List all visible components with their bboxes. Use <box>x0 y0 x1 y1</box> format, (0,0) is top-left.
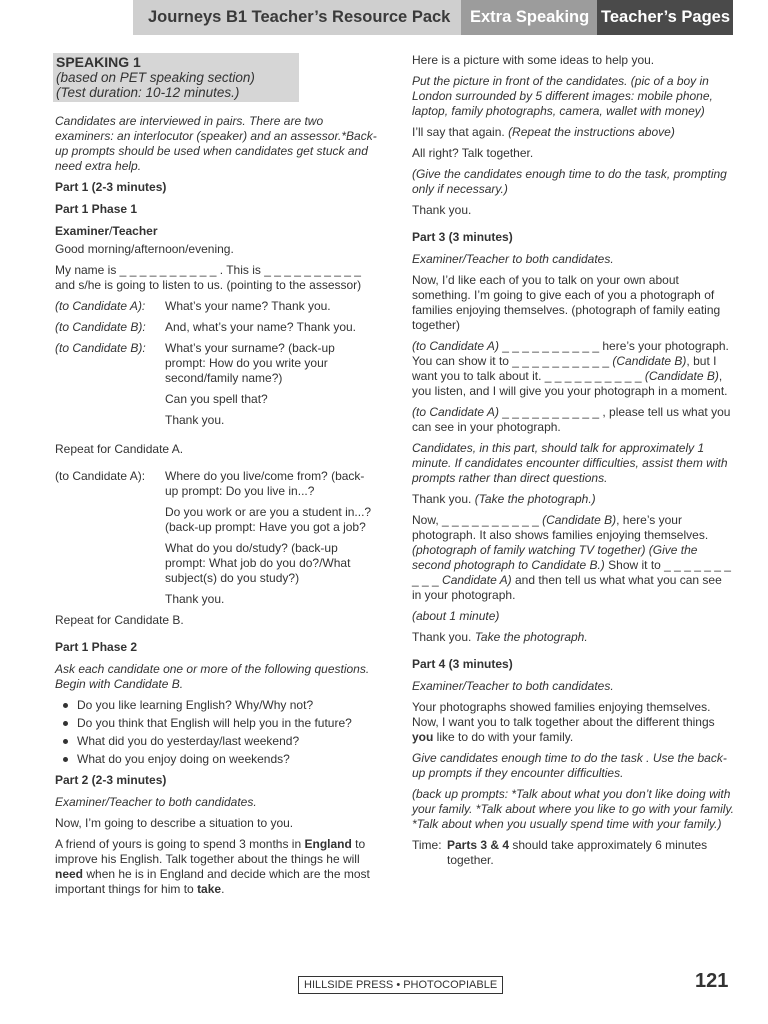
phase2-instructions: Ask each candidate one or more of the following questions. Begin with Candidate B. <box>55 662 370 691</box>
speaking-title: SPEAKING 1 <box>56 54 141 70</box>
situation-text: . <box>221 882 225 896</box>
time-text <box>447 838 734 868</box>
part2-heading: Part 2 (2-3 minutes) <box>55 773 167 787</box>
script-text: , but I want you to talk about it. _ _ _ _ _ _ _ _ _ _ <box>412 354 717 383</box>
give-time: (Give the candidates enough time to do the task, prompting only if necessary.) <box>412 167 727 196</box>
examiner-heading <box>55 224 377 239</box>
situation-text: A friend of yours is going to spend 3 months in <box>55 837 305 851</box>
row-text: Where do you live/come from? (back-up prompt: Do you live in...? <box>165 469 365 498</box>
about-minute: (about 1 minute) <box>412 609 500 623</box>
stage-direction: (Candidate B) <box>612 354 687 368</box>
list-item: What did you do yesterday/last weekend? <box>55 734 377 749</box>
question-list <box>55 698 377 767</box>
all-right: All right? Talk together. <box>412 146 534 160</box>
part3-intro: Now, I’d like each of you to talk on your own about something. I’m going to give each of you a photograph of families enjoying themselves. (photograph of family eating together) <box>412 273 721 332</box>
part3-end <box>412 630 734 645</box>
script-text: , here’s your photograph. It also shows families enjoying themselves. <box>412 513 709 542</box>
greeting: Good morning/afternoon/evening. <box>55 242 234 256</box>
situation-text: to improve his English. Talk together about the things he will <box>55 837 366 866</box>
friend-situation <box>55 837 377 897</box>
study-question: What do you do/study? (back-up prompt: What job do you do?/What subject(s) do you study?) <box>165 541 351 585</box>
row-label: (to Candidate A): <box>55 469 146 483</box>
part2-examiner: Examiner/Teacher to both candidates. <box>55 795 257 809</box>
stage-direction: (to Candidate A) <box>412 405 499 419</box>
speaking-duration: (Test duration: 10-12 minutes.) <box>56 85 240 100</box>
script-text: and then tell us what what you can see in your photograph. <box>412 573 722 602</box>
script-text: _ _ _ _ _ _ _ _ _ _ , please tell us what you can see in your photograph. <box>412 405 731 434</box>
stage-direction: Candidate A) <box>442 573 512 587</box>
say-again-note: (Repeat the instructions above) <box>508 125 675 139</box>
right-column <box>412 53 734 868</box>
repeat-candidate-a: Repeat for Candidate A. <box>55 442 184 456</box>
row-text: What’s your surname? (back-up prompt: How do you write your second/family name?) <box>165 341 335 385</box>
list-item: Do you like learning English? Why/Why not? <box>55 698 377 713</box>
book-title: Journeys B1 Teacher’s Resource Pack <box>133 0 461 35</box>
stage-direction: (to Candidate A) <box>412 339 499 353</box>
left-column <box>55 53 377 903</box>
teacher-label: Teacher <box>112 224 158 238</box>
part3-heading: Part 3 (3 minutes) <box>412 230 513 244</box>
script-text: Your photographs showed families enjoying themselves. Now, I want you to talk together about the different things <box>412 700 715 729</box>
thanks-line: Thank you. <box>165 592 225 606</box>
page-number: 121 <box>695 970 729 992</box>
part3-guidance: Candidates, in this part, should talk for approximately 1 minute. If candidates encounter difficulties, assist them with prompts rather than direct questions. <box>412 441 728 485</box>
stage-direction: (Take the photograph.) <box>474 492 596 506</box>
dialogue-row <box>55 341 377 386</box>
dialogue-row <box>55 469 377 499</box>
row-label: (to Candidate B): <box>55 341 146 355</box>
examiner-slash: / <box>109 224 113 238</box>
script-text: , you listen, and I will give you your photograph in a moment. <box>412 369 728 398</box>
speaking-title-box <box>53 53 299 102</box>
script-keyword: you <box>412 730 434 744</box>
dialogue-row <box>55 299 377 314</box>
script-text: Thank you. <box>412 630 475 644</box>
situation-keyword: need <box>55 867 84 881</box>
row-label: (to Candidate B): <box>55 320 146 334</box>
time-label: Time: <box>412 838 442 852</box>
dialogue-row <box>55 320 377 335</box>
situation-keyword: England <box>304 837 352 851</box>
list-item: What do you enjoy doing on weekends? <box>55 752 377 767</box>
thanks-line: Thank you. <box>165 413 225 427</box>
list-item: Do you think that English will help you in the future? <box>55 716 377 731</box>
examiner-label: Examiner <box>55 224 110 238</box>
picture-instructions: Put the picture in front of the candidates. (pic of a boy in London surrounded by 5 different images: mobile phone, laptop, family photographs, camera, wallet with money) <box>412 74 713 118</box>
script-text: Now, _ _ _ _ _ _ _ _ _ _ <box>412 513 543 527</box>
part1-heading: Part 1 (2-3 minutes) <box>55 180 167 194</box>
time-parts: Parts 3 & 4 <box>447 838 510 852</box>
picture-intro: Here is a picture with some ideas to help you. <box>412 53 655 67</box>
row-label: (to Candidate A): <box>55 299 146 313</box>
situation-text: when he is in England and decide which are the most important things for him to <box>55 867 370 896</box>
spell-line: Can you spell that? <box>165 392 268 406</box>
part4-examiner: Examiner/Teacher to both candidates. <box>412 679 614 693</box>
speaking-subtitle: (based on PET speaking section) <box>56 70 255 85</box>
part3-candidate-b <box>412 513 734 603</box>
part3-candidate-a <box>412 339 734 399</box>
say-again-text: I’ll say that again. <box>412 125 509 139</box>
row-text: And, what’s your name? Thank you. <box>165 320 357 334</box>
part4-heading: Part 4 (3 minutes) <box>412 657 513 671</box>
time-duration: should take approximately 6 minutes together. <box>447 838 708 867</box>
part4-give-time: Give candidates enough time to do the task . Use the back-up prompts if they encounter difficulties. <box>412 751 727 780</box>
section-label: Extra Speaking <box>461 0 597 35</box>
script-text: like to do with your family. <box>433 730 574 744</box>
publisher-footer: HILLSIDE PRESS • PHOTOCOPIABLE <box>298 976 503 994</box>
pages-label: Teacher’s Pages <box>597 0 733 35</box>
part4-backup-prompts: (back up prompts: *Talk about what you don’t like doing with your family. *Talk about where you like to go with your family. *Talk about when you usually spend time with your family.) <box>412 787 734 831</box>
part1-phase2-heading: Part 1 Phase 2 <box>55 640 138 654</box>
script-text: Show it to _ _ _ _ _ _ _ _ _ _ <box>412 558 731 587</box>
row-text: What’s your name? Thank you. <box>165 299 331 313</box>
part4-photos <box>412 700 734 745</box>
say-again <box>412 125 734 140</box>
part3-thanks <box>412 492 734 507</box>
script-text: Thank you. <box>412 492 475 506</box>
work-question: Do you work or are you a student in...? (back-up prompt: Have you got a job? <box>165 505 372 534</box>
situation-keyword: take <box>197 882 222 896</box>
stage-direction: (photograph of family watching TV together) (Give the second photograph to Candidate B.) <box>412 543 698 572</box>
part2-describe: Now, I’m going to describe a situation to you. <box>55 816 294 830</box>
script-text: _ _ _ _ _ _ _ _ _ _ here’s your photograph. You can show it to _ _ _ _ _ _ _ _ _ _ <box>412 339 729 368</box>
part3-examiner: Examiner/Teacher to both candidates. <box>412 252 614 266</box>
stage-direction: (Candidate B) <box>542 513 617 527</box>
part1-phase1-heading: Part 1 Phase 1 <box>55 202 138 216</box>
thank-you: Thank you. <box>412 203 472 217</box>
stage-direction: Take the photograph. <box>474 630 588 644</box>
my-name-line: My name is _ _ _ _ _ _ _ _ _ _ . This is _ _ _ _ _ _ _ _ _ _ and s/he is going to listen to us. (pointing to the assessor) <box>55 263 362 292</box>
stage-direction: (Candidate B) <box>644 369 719 383</box>
part3-candidate-a-tell <box>412 405 734 435</box>
intro-paragraph: Candidates are interviewed in pairs. There are two examiners: an interlocutor (speaker) and an assessor.*Back-up prompts should be used when candidates get stuck and need extra help. <box>55 114 377 173</box>
time-note <box>412 838 734 868</box>
repeat-candidate-b: Repeat for Candidate B. <box>55 613 184 627</box>
page-header <box>133 0 733 35</box>
